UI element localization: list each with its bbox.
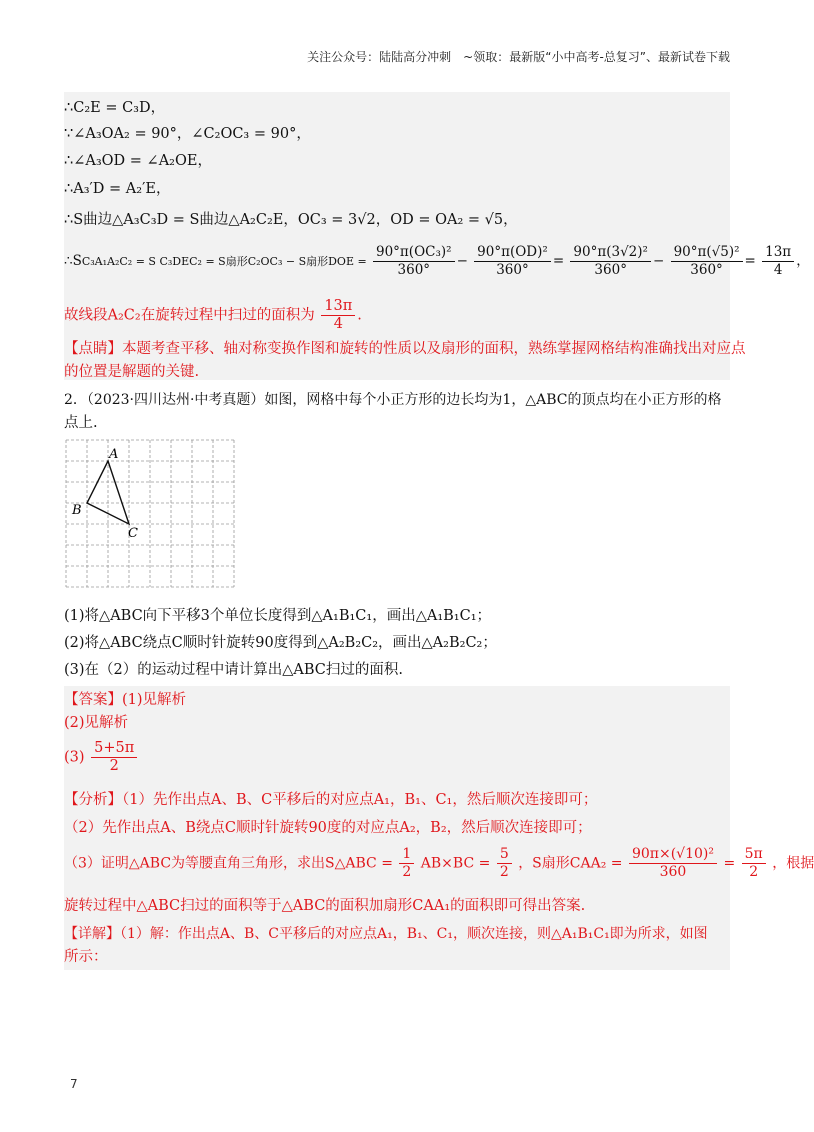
detail-line-2: 所示： xyxy=(64,949,108,965)
analysis-tag: 【分析】 xyxy=(64,792,122,808)
answer-line-1 xyxy=(64,690,186,710)
answer-3-prefix: (3) xyxy=(64,749,85,766)
fraction-5: $\frac{13\pi}{4}$ xyxy=(762,244,794,279)
fraction-2: $\frac{\text{90°π(OD)²}}{360^\circ}$ xyxy=(474,244,551,279)
grid-lines xyxy=(66,440,234,587)
detail-tag: 【详解】 xyxy=(64,926,120,942)
proof-line-1: ∴C₂E = C₃D， xyxy=(64,100,166,116)
proof-line-6: ∴SC₃A₁A₂C₂ = S C₃DEC₂ = S扇形C₂OC₃ − S扇形DOE = $\frac{\text{90°π(OC₃)²}}{360^\circ}$ − $\frac{\text{90°π(OD)²}}{360^\circ}$ = $\frac{\text{90°π(3√2)²}}{360^\circ}$ − $\frac{\text{90°π(√5)²}}{360^\circ}$ = $\frac{13\pi}{4}$ ， xyxy=(64,244,810,278)
analysis-frac-1: $\frac{1}{2}$ xyxy=(399,846,414,881)
dianjing-line-1 xyxy=(64,339,746,359)
dianjing-line-2: 的位置是解题的关键. xyxy=(64,364,200,380)
proof-l6-b: C₃A₁A₂C₂ = S C₃DEC₂ = S扇形C₂OC₃ − S扇形DOE = xyxy=(81,255,367,268)
analysis-line-1 xyxy=(64,790,597,810)
detail-text-1: （1）解：作出点A、B、C平移后的对应点A₁，B₁、C₁，顺次连接，则△A₁B₁C₁即为所求，如图 xyxy=(120,926,708,942)
analysis-text-1: （1）先作出点A、B、C平移后的对应点A₁，B₁、C₁，然后顺次连接即可； xyxy=(122,792,598,808)
proof-l6-a: ∴S xyxy=(64,253,82,269)
proof-line-4: ∴A₃′D = A₂′E， xyxy=(64,181,171,197)
analysis-frac-3: $\frac{\text{90π×(√10)²}}{360}$ xyxy=(629,846,717,881)
analysis-line-4: 旋转过程中△ABC扫过的面积等于△ABC的面积加扇形CAA₁的面积即可得出答案. xyxy=(64,898,586,914)
fraction-1: $\frac{\text{90°π(OC₃)²}}{360^\circ}$ xyxy=(373,244,455,279)
answer-2: (2)见解析 xyxy=(64,715,129,731)
page-header: 关注公众号：陆陆高分冲刺 ~领取：最新版“小中高考-总复习”、最新试卷下载 xyxy=(307,50,730,64)
conclusion-line: 故线段A₂C₂在旋转过程中扫过的面积为 $\frac{13\pi}{4}$ . xyxy=(64,298,362,332)
label-b: B xyxy=(72,503,82,518)
fraction-3: $\frac{\text{90°π(3√2)²}}{360^\circ}$ xyxy=(570,244,651,279)
question-2-line-2: 点上. xyxy=(64,415,98,431)
analysis-l3-c: ，S扇形CAA₂ = xyxy=(518,855,623,872)
analysis-l3-d: = xyxy=(723,855,736,872)
conclusion-fraction: $\frac{13\pi}{4}$ xyxy=(321,298,355,333)
dianjing-tag: 【点睛】 xyxy=(64,341,122,357)
grid-figure xyxy=(62,436,242,592)
answer-3-fraction: $\frac{5+5\pi}{2}$ xyxy=(91,740,137,775)
analysis-line-2: （2）先作出点A、B绕点C顺时针旋转90度的对应点A₂，B₂，然后顺次连接即可； xyxy=(64,820,592,836)
fraction-4: $\frac{\text{90°π(√5)²}}{360^\circ}$ xyxy=(671,244,743,279)
question-2-line-1: 2．（2023·四川达州·中考真题）如图，网格中每个小正方形的边长均为1，△ABC的顶点均在小正方形的格 xyxy=(64,392,722,408)
analysis-line-3 xyxy=(64,846,814,881)
analysis-l3-e: ，根据 xyxy=(772,855,814,872)
answer-line-3 xyxy=(64,740,139,775)
proof-line-3: ∴∠A₃OD = ∠A₂OE， xyxy=(64,153,212,169)
conclusion-text: 故线段A₂C₂在旋转过程中扫过的面积为 xyxy=(64,307,315,324)
dianjing-text-1: 本题考查平移、轴对称变换作图和旋转的性质以及扇形的面积，熟练掌握网格结构准确找出对应点 xyxy=(122,341,746,357)
label-a: A xyxy=(109,447,119,462)
answer-tag: 【答案】 xyxy=(64,692,122,708)
analysis-l3-b: AB×BC = xyxy=(420,855,491,872)
analysis-l3-a: （3）证明△ABC为等腰直角三角形，求出S△ABC = xyxy=(64,855,393,872)
part-1: (1)将△ABC向下平移3个单位长度得到△A₁B₁C₁，画出△A₁B₁C₁； xyxy=(64,608,492,624)
analysis-frac-2: $\frac{5}{2}$ xyxy=(497,846,512,881)
page-number: 7 xyxy=(70,1077,78,1091)
part-3: (3)在（2）的运动过程中请计算出△ABC扫过的面积. xyxy=(64,662,404,678)
label-c: C xyxy=(128,526,138,541)
detail-line-1 xyxy=(64,924,708,944)
part-2: (2)将△ABC绕点C顺时针旋转90度得到△A₂B₂C₂，画出△A₂B₂C₂； xyxy=(64,635,497,651)
proof-line-5: ∴S曲边△A₃C₃D = S曲边△A₂C₂E，OC₃ = 3√2，OD = OA₂ = √5， xyxy=(64,212,518,228)
analysis-frac-4: $\frac{5\pi}{2}$ xyxy=(742,846,766,881)
proof-line-2: ∵∠A₃OA₂ = 90°，∠C₂OC₃ = 90°， xyxy=(64,126,311,142)
answer-1: (1)见解析 xyxy=(122,692,187,708)
